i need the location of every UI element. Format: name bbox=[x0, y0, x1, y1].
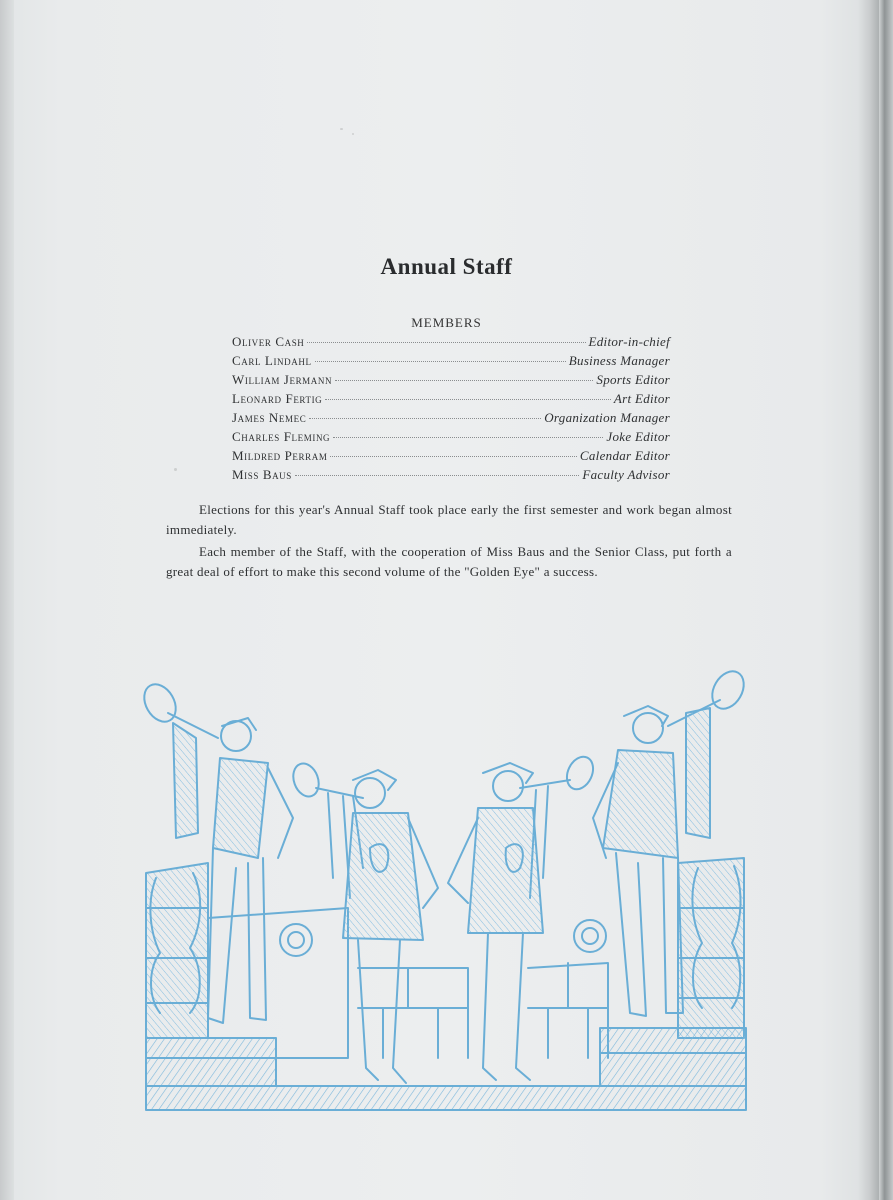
staff-name: James Nemec bbox=[232, 410, 307, 425]
leader-dots bbox=[307, 342, 585, 343]
staff-row bbox=[232, 391, 670, 410]
page-title: Annual Staff bbox=[380, 254, 513, 279]
staff-name: William Jermann bbox=[232, 372, 333, 387]
staff-row bbox=[232, 372, 670, 391]
staff-row bbox=[232, 429, 670, 448]
members-heading: MEMBERS bbox=[411, 315, 482, 330]
heralds-illustration bbox=[138, 668, 752, 1116]
staff-name: Mildred Perram bbox=[232, 448, 328, 463]
staff-name: Carl Lindahl bbox=[232, 353, 312, 368]
staff-row bbox=[232, 334, 670, 353]
paper-speck bbox=[340, 128, 343, 130]
page-edge bbox=[879, 0, 893, 1200]
staff-row bbox=[232, 448, 670, 467]
binding-edge bbox=[0, 0, 14, 1200]
staff-name: Oliver Cash bbox=[232, 334, 305, 349]
leader-dots bbox=[309, 418, 541, 419]
staff-role: Sports Editor bbox=[596, 372, 670, 387]
leader-dots bbox=[335, 380, 593, 381]
staff-role: Joke Editor bbox=[606, 429, 670, 444]
staff-name: Miss Baus bbox=[232, 467, 292, 482]
door-ring bbox=[574, 920, 606, 952]
door-ring bbox=[280, 924, 312, 956]
staff-role: Calendar Editor bbox=[579, 448, 670, 463]
leader-dots bbox=[295, 475, 579, 476]
herald-figure bbox=[448, 753, 598, 1080]
leader-dots bbox=[330, 456, 576, 457]
stone-wall bbox=[146, 858, 746, 1086]
staff-row bbox=[232, 410, 670, 429]
staff-list bbox=[232, 334, 670, 486]
staff-name: Charles Fleming bbox=[232, 429, 331, 444]
staff-role: Art Editor bbox=[613, 391, 670, 406]
body-paragraph: Elections for this year's Annual Staff took place early the first semester and work began almost immediately. bbox=[166, 502, 732, 537]
body-paragraph: Each member of the Staff, with the cooperation of Miss Baus and the Senior Class, put forth a great deal of effort to make this second volume of the "Golden Eye" a success. bbox=[166, 544, 732, 579]
leader-dots bbox=[333, 437, 603, 438]
staff-row bbox=[232, 467, 670, 486]
staff-role: Faculty Advisor bbox=[582, 467, 670, 482]
herald-figure bbox=[289, 760, 438, 1083]
staff-name: Leonard Fertig bbox=[232, 391, 323, 406]
leader-dots bbox=[315, 361, 566, 362]
ground bbox=[146, 1086, 746, 1110]
staff-role: Editor-in-chief bbox=[588, 334, 670, 349]
staff-role: Business Manager bbox=[568, 353, 670, 368]
paper-speck bbox=[174, 468, 177, 471]
staff-row bbox=[232, 353, 670, 372]
paper-speck bbox=[352, 133, 354, 135]
staff-role: Organization Manager bbox=[544, 410, 670, 425]
leader-dots bbox=[325, 399, 611, 400]
